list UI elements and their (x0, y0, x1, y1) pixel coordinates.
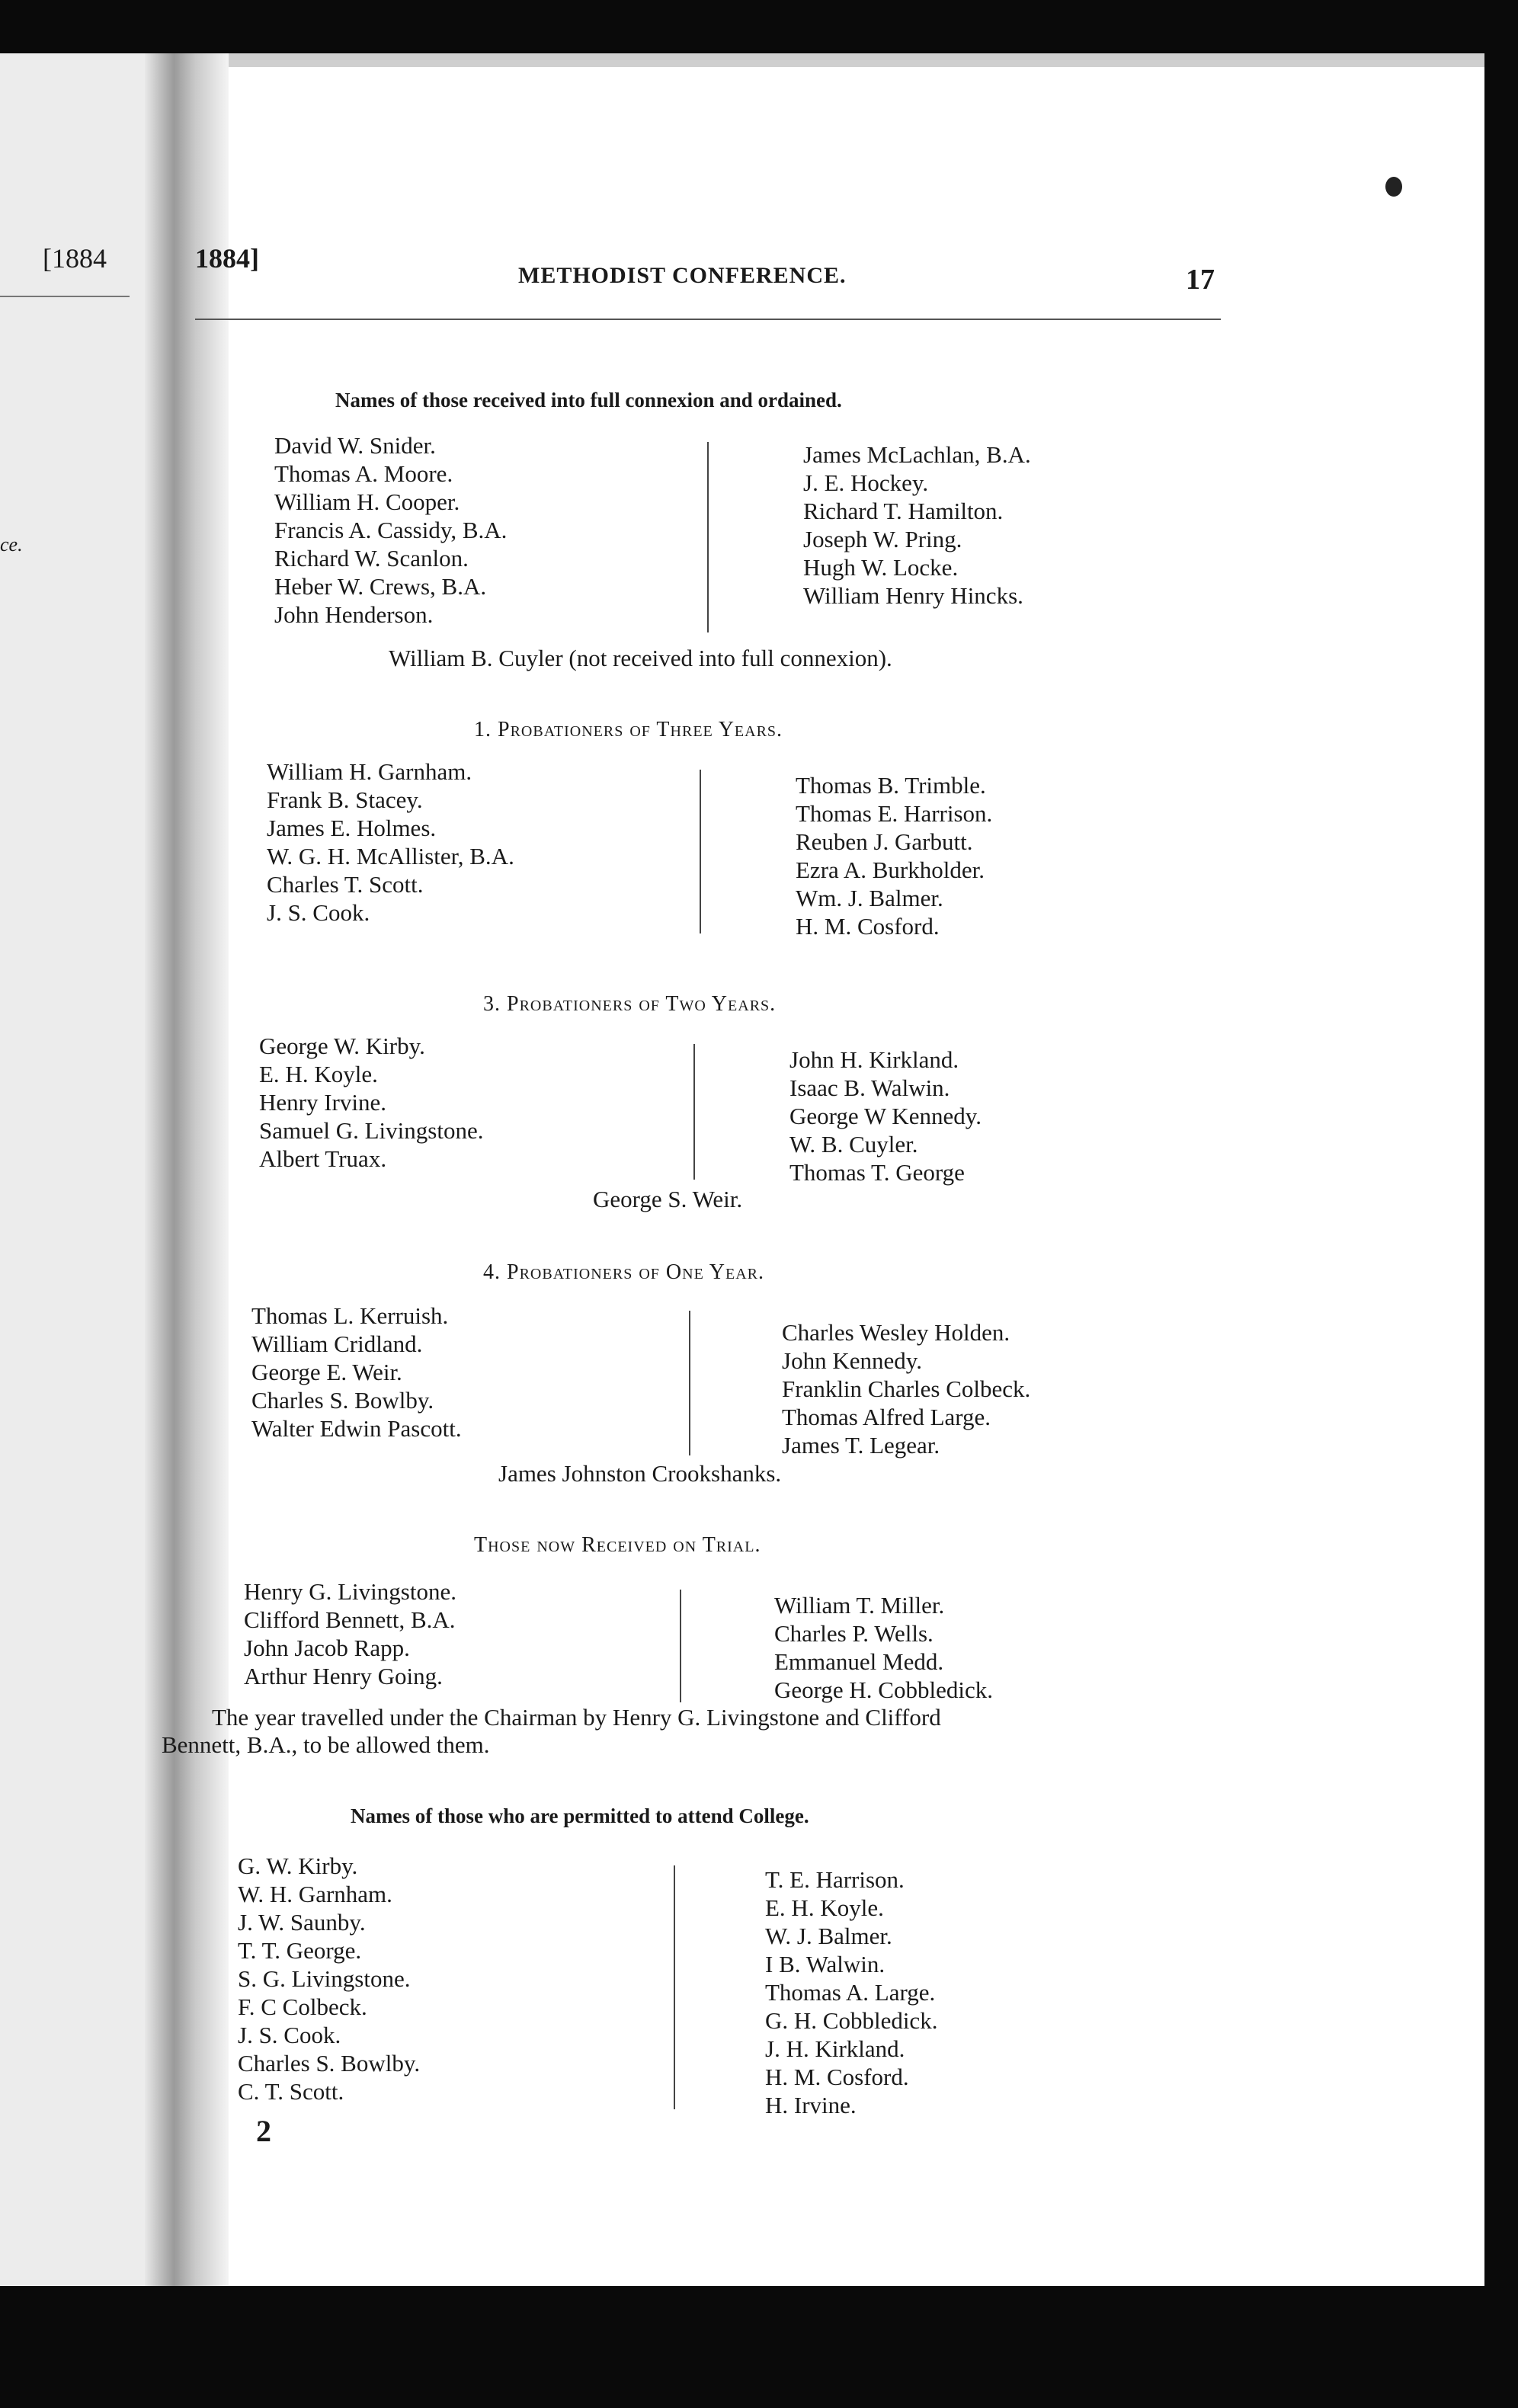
name-entry: I B. Walwin. (765, 1951, 886, 1977)
on-trial-right-list (774, 1591, 993, 1704)
section-heading-two-years: 3. Probationers of Two Years. (483, 992, 777, 1016)
ordained-left-list (274, 431, 507, 629)
college-left-list (238, 1852, 420, 2105)
scan-border-top (0, 0, 1518, 53)
two-years-left-list (259, 1032, 483, 1173)
name-entry: James T. Legear. (782, 1432, 940, 1459)
running-head-title: METHODIST CONFERENCE. (518, 263, 847, 288)
name-entry: S. G. Livingstone. (238, 1965, 411, 1992)
name-entry: Hugh W. Locke. (803, 554, 959, 581)
name-entry: Henry Irvine. (259, 1089, 386, 1116)
header-rule (195, 319, 1221, 320)
one-year-footer: James Johnston Crookshanks. (498, 1460, 782, 1487)
name-entry: James E. Holmes. (267, 815, 437, 841)
on-trial-note-line2: Bennett, B.A., to be allowed them. (162, 1731, 490, 1758)
name-entry: G. H. Cobbledick. (765, 2007, 938, 2034)
facing-page-year: [1884 (43, 243, 107, 274)
name-entry: Ezra A. Burkholder. (796, 857, 985, 883)
column-divider (700, 770, 701, 933)
name-entry: G. W. Kirby. (238, 1852, 358, 1879)
name-entry: Walter Edwin Pascott. (251, 1415, 462, 1442)
ordained-footer: William B. Cuyler (not received into full connexion). (389, 645, 892, 671)
column-divider (674, 1865, 675, 2109)
one-year-left-list (251, 1302, 462, 1443)
name-entry: E. H. Koyle. (765, 1894, 884, 1921)
name-entry: Heber W. Crews, B.A. (274, 573, 487, 600)
name-entry: J. H. Kirkland. (765, 2035, 905, 2062)
name-entry: H. M. Cosford. (765, 2064, 909, 2090)
name-entry: George E. Weir. (251, 1359, 402, 1385)
name-entry: Thomas T. George (789, 1159, 965, 1186)
book-gutter (145, 53, 229, 2286)
section-heading-on-trial: Those now Received on Trial. (474, 1533, 761, 1557)
section-heading-one-year: 4. Probationers of One Year. (483, 1260, 764, 1284)
facing-page-rule (0, 296, 130, 297)
name-entry: J. S. Cook. (238, 2022, 341, 2048)
name-entry: Charles T. Scott. (267, 871, 424, 898)
name-entry: William T. Miller. (774, 1592, 945, 1619)
ink-speck (1385, 177, 1402, 197)
name-entry: Charles S. Bowlby. (251, 1387, 434, 1414)
name-entry: William H. Garnham. (267, 758, 472, 785)
name-entry: William Henry Hincks. (803, 582, 1023, 609)
name-entry: C. T. Scott. (238, 2078, 344, 2105)
page-number: 17 (1186, 264, 1215, 296)
name-entry: John Jacob Rapp. (244, 1635, 410, 1661)
name-entry: W. G. H. McAllister, B.A. (267, 843, 514, 869)
name-entry: George W Kennedy. (789, 1103, 982, 1129)
name-entry: George H. Cobbledick. (774, 1676, 993, 1703)
name-entry: Franklin Charles Colbeck. (782, 1375, 1031, 1402)
name-entry: George W. Kirby. (259, 1033, 425, 1059)
column-divider (680, 1590, 681, 1702)
name-entry: Frank B. Stacey. (267, 786, 423, 813)
name-entry: John Henderson. (274, 601, 434, 628)
name-entry: T. E. Harrison. (765, 1866, 905, 1893)
name-entry: T. T. George. (238, 1937, 362, 1964)
column-divider (707, 442, 709, 632)
column-divider (689, 1311, 690, 1455)
two-years-footer: George S. Weir. (593, 1186, 743, 1212)
facing-page-fragment: ce. (0, 533, 23, 556)
name-entry: W. H. Garnham. (238, 1881, 392, 1907)
name-entry: Thomas A. Moore. (274, 460, 453, 487)
name-entry: Richard W. Scanlon. (274, 545, 469, 572)
name-entry: William Cridland. (251, 1330, 423, 1357)
name-entry: Samuel G. Livingstone. (259, 1117, 484, 1144)
name-entry: Emmanuel Medd. (774, 1648, 944, 1675)
name-entry: David W. Snider. (274, 432, 436, 459)
name-entry: Thomas B. Trimble. (796, 772, 986, 799)
name-entry: Thomas Alfred Large. (782, 1404, 991, 1430)
college-right-list (765, 1865, 937, 2119)
section-heading-college: Names of those who are permitted to attend College. (351, 1804, 809, 1827)
name-entry: H. Irvine. (765, 2092, 857, 2118)
name-entry: Isaac B. Walwin. (789, 1074, 950, 1101)
name-entry: Charles S. Bowlby. (238, 2050, 421, 2077)
on-trial-left-list (244, 1577, 456, 1690)
name-entry: J. S. Cook. (267, 899, 370, 926)
section-heading-ordained: Names of those received into full connexion and ordained. (335, 389, 842, 411)
section-heading-three-years: 1. Probationers of Three Years. (474, 718, 783, 741)
name-entry: Albert Truax. (259, 1145, 387, 1172)
three-years-right-list (796, 771, 992, 940)
name-entry: J. W. Saunby. (238, 1909, 366, 1936)
name-entry: Reuben J. Garbutt. (796, 828, 973, 855)
name-entry: Clifford Bennett, B.A. (244, 1606, 456, 1633)
name-entry: Thomas L. Kerruish. (251, 1302, 449, 1329)
facing-page (0, 53, 152, 2286)
name-entry: Richard T. Hamilton. (803, 498, 1004, 524)
name-entry: Henry G. Livingstone. (244, 1578, 456, 1605)
name-entry: William H. Cooper. (274, 488, 460, 515)
column-divider (693, 1044, 695, 1180)
name-entry: F. C Colbeck. (238, 1993, 367, 2020)
name-entry: Thomas A. Large. (765, 1979, 936, 2006)
name-entry: W. J. Balmer. (765, 1923, 892, 1949)
three-years-left-list (267, 757, 514, 927)
name-entry: Francis A. Cassidy, B.A. (274, 517, 508, 543)
name-entry: Charles Wesley Holden. (782, 1319, 1010, 1346)
scan-border-right (1484, 0, 1518, 2408)
name-entry: John Kennedy. (782, 1347, 922, 1374)
name-entry: James McLachlan, B.A. (803, 441, 1031, 468)
name-entry: Charles P. Wells. (774, 1620, 934, 1647)
scan-border-bottom (0, 2286, 1518, 2408)
name-entry: Wm. J. Balmer. (796, 885, 943, 911)
name-entry: Joseph W. Pring. (803, 526, 962, 552)
name-entry: J. E. Hockey. (803, 469, 929, 496)
two-years-right-list (789, 1045, 982, 1186)
page-edge (137, 53, 1494, 67)
running-head-year: 1884] (195, 243, 259, 274)
name-entry: W. B. Cuyler. (789, 1131, 918, 1158)
on-trial-note-line1: The year travelled under the Chairman by Henry G. Livingstone and Clifford (212, 1704, 941, 1731)
name-entry: H. M. Cosford. (796, 913, 940, 940)
name-entry: John H. Kirkland. (789, 1046, 959, 1073)
one-year-right-list (782, 1318, 1030, 1459)
name-entry: Thomas E. Harrison. (796, 800, 993, 827)
name-entry: E. H. Koyle. (259, 1061, 378, 1087)
ordained-right-list (803, 440, 1031, 610)
signature-mark: 2 (256, 2114, 271, 2148)
name-entry: Arthur Henry Going. (244, 1663, 443, 1689)
